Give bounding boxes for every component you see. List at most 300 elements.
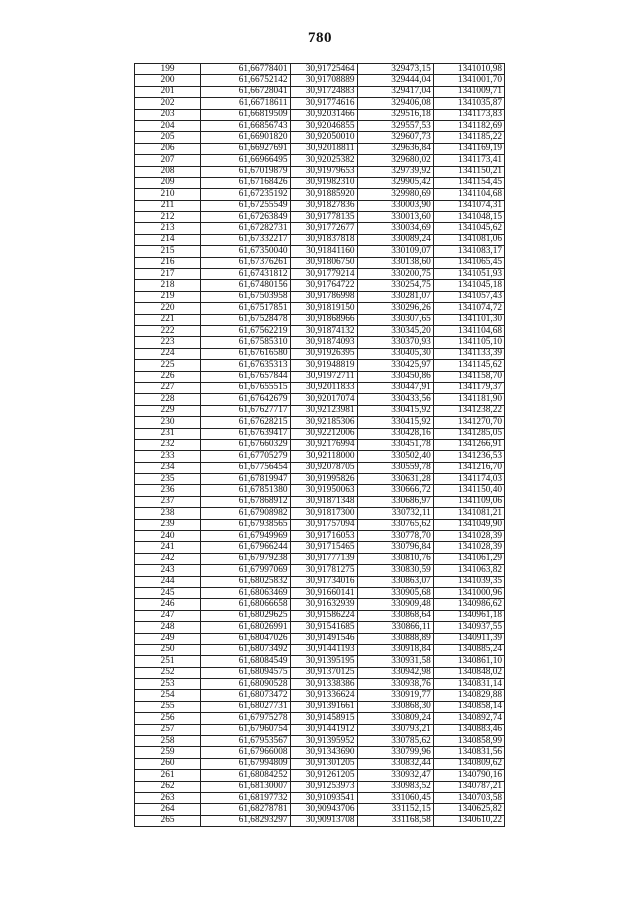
table-row	[135, 223, 505, 234]
coord-b-cell: 30,91778135	[290, 212, 357, 223]
table-row	[135, 257, 505, 268]
coord-a-cell: 61,67966008	[201, 747, 290, 758]
coordinates-table-body	[135, 64, 505, 827]
table-row	[135, 280, 505, 291]
coord-b-cell: 30,91827836	[290, 200, 357, 211]
coord-y-cell: 1341009,71	[433, 86, 504, 97]
coord-b-cell: 30,91871348	[290, 496, 357, 507]
table-row	[135, 325, 505, 336]
table-row	[135, 485, 505, 496]
coord-x-cell: 330732,11	[357, 508, 433, 519]
coord-x-cell: 330451,78	[357, 439, 433, 450]
coord-y-cell: 1341045,62	[433, 223, 504, 234]
coord-y-cell: 1341074,72	[433, 303, 504, 314]
point-number-cell: 231	[135, 428, 201, 439]
coord-y-cell: 1341057,43	[433, 291, 504, 302]
coord-x-cell: 330905,68	[357, 587, 433, 598]
point-number-cell: 259	[135, 747, 201, 758]
coord-b-cell: 30,92011833	[290, 382, 357, 393]
coord-b-cell: 30,91395195	[290, 656, 357, 667]
table-row	[135, 508, 505, 519]
coord-x-cell: 330931,58	[357, 656, 433, 667]
coord-y-cell: 1340703,58	[433, 793, 504, 804]
coord-x-cell: 330345,20	[357, 325, 433, 336]
point-number-cell: 234	[135, 462, 201, 473]
coord-x-cell: 330405,30	[357, 348, 433, 359]
table-row	[135, 793, 505, 804]
coord-a-cell: 61,67642679	[201, 394, 290, 405]
coord-x-cell: 330809,24	[357, 713, 433, 724]
coord-y-cell: 1341158,70	[433, 371, 504, 382]
point-number-cell: 214	[135, 234, 201, 245]
coord-b-cell: 30,91725464	[290, 64, 357, 75]
coord-y-cell: 1341001,70	[433, 75, 504, 86]
table-row	[135, 667, 505, 678]
coord-x-cell: 329739,92	[357, 166, 433, 177]
coord-b-cell: 30,91370125	[290, 667, 357, 678]
coord-a-cell: 61,67480156	[201, 280, 290, 291]
point-number-cell: 227	[135, 382, 201, 393]
coord-y-cell: 1341104,68	[433, 325, 504, 336]
coordinates-table	[134, 63, 505, 827]
coord-y-cell: 1341051,93	[433, 269, 504, 280]
coord-a-cell: 61,67705279	[201, 451, 290, 462]
coord-b-cell: 30,91874093	[290, 337, 357, 348]
coord-a-cell: 61,67997069	[201, 565, 290, 576]
coord-b-cell: 30,91781275	[290, 565, 357, 576]
coord-a-cell: 61,66901820	[201, 132, 290, 143]
coord-b-cell: 30,91774616	[290, 98, 357, 109]
coord-x-cell: 330686,97	[357, 496, 433, 507]
coord-a-cell: 61,67585310	[201, 337, 290, 348]
table-row	[135, 713, 505, 724]
table-row	[135, 462, 505, 473]
point-number-cell: 229	[135, 405, 201, 416]
coord-a-cell: 61,67960754	[201, 724, 290, 735]
coord-y-cell: 1341048,15	[433, 212, 504, 223]
table-row	[135, 132, 505, 143]
coord-b-cell: 30,91261205	[290, 770, 357, 781]
coord-x-cell: 331168,58	[357, 815, 433, 826]
coord-a-cell: 61,68025832	[201, 576, 290, 587]
coord-a-cell: 61,66856743	[201, 120, 290, 131]
coord-y-cell: 1341010,98	[433, 64, 504, 75]
coord-a-cell: 61,68130007	[201, 781, 290, 792]
table-row	[135, 189, 505, 200]
coord-a-cell: 61,67332217	[201, 234, 290, 245]
coord-b-cell: 30,92118000	[290, 451, 357, 462]
coord-x-cell: 329557,53	[357, 120, 433, 131]
coord-y-cell: 1341266,91	[433, 439, 504, 450]
coord-y-cell: 1341145,62	[433, 360, 504, 371]
point-number-cell: 208	[135, 166, 201, 177]
coord-x-cell: 330866,11	[357, 622, 433, 633]
coord-a-cell: 61,67966244	[201, 542, 290, 553]
coord-b-cell: 30,91708889	[290, 75, 357, 86]
point-number-cell: 242	[135, 553, 201, 564]
coord-x-cell: 329905,42	[357, 177, 433, 188]
coord-b-cell: 30,91779214	[290, 269, 357, 280]
coord-y-cell: 1341181,90	[433, 394, 504, 405]
coord-b-cell: 30,91817300	[290, 508, 357, 519]
point-number-cell: 211	[135, 200, 201, 211]
table-row	[135, 724, 505, 735]
table-row	[135, 337, 505, 348]
coord-a-cell: 61,67616580	[201, 348, 290, 359]
point-number-cell: 204	[135, 120, 201, 131]
coord-x-cell: 329516,18	[357, 109, 433, 120]
coord-a-cell: 61,67431812	[201, 269, 290, 280]
coord-y-cell: 1341039,35	[433, 576, 504, 587]
coord-a-cell: 61,67019879	[201, 166, 290, 177]
coord-a-cell: 61,68047026	[201, 633, 290, 644]
coord-y-cell: 1341169,19	[433, 143, 504, 154]
point-number-cell: 215	[135, 246, 201, 257]
coord-x-cell: 329406,08	[357, 98, 433, 109]
coord-x-cell: 330003,90	[357, 200, 433, 211]
coord-x-cell: 329607,73	[357, 132, 433, 143]
point-number-cell: 223	[135, 337, 201, 348]
coord-y-cell: 1340829,88	[433, 690, 504, 701]
point-number-cell: 199	[135, 64, 201, 75]
coord-x-cell: 329680,02	[357, 155, 433, 166]
coord-x-cell: 331152,15	[357, 804, 433, 815]
coord-b-cell: 30,91441912	[290, 724, 357, 735]
point-number-cell: 220	[135, 303, 201, 314]
coord-a-cell: 61,67949969	[201, 531, 290, 542]
coord-b-cell: 30,91841160	[290, 246, 357, 257]
point-number-cell: 238	[135, 508, 201, 519]
table-row	[135, 644, 505, 655]
table-row	[135, 633, 505, 644]
coord-a-cell: 61,67639417	[201, 428, 290, 439]
point-number-cell: 257	[135, 724, 201, 735]
coord-x-cell: 330447,91	[357, 382, 433, 393]
point-number-cell: 262	[135, 781, 201, 792]
coord-y-cell: 1341083,17	[433, 246, 504, 257]
coord-x-cell: 330296,26	[357, 303, 433, 314]
coord-a-cell: 61,67282731	[201, 223, 290, 234]
table-row	[135, 75, 505, 86]
table-row	[135, 451, 505, 462]
coord-y-cell: 1340787,21	[433, 781, 504, 792]
coord-b-cell: 30,91868966	[290, 314, 357, 325]
point-number-cell: 265	[135, 815, 201, 826]
coord-y-cell: 1341109,06	[433, 496, 504, 507]
table-row	[135, 417, 505, 428]
point-number-cell: 228	[135, 394, 201, 405]
table-row	[135, 109, 505, 120]
coord-a-cell: 61,68029625	[201, 610, 290, 621]
coord-a-cell: 61,67263849	[201, 212, 290, 223]
point-number-cell: 252	[135, 667, 201, 678]
point-number-cell: 236	[135, 485, 201, 496]
coord-y-cell: 1340885,24	[433, 644, 504, 655]
coord-b-cell: 30,91926395	[290, 348, 357, 359]
coord-a-cell: 61,67235192	[201, 189, 290, 200]
coord-y-cell: 1341065,45	[433, 257, 504, 268]
coord-b-cell: 30,92176994	[290, 439, 357, 450]
coord-y-cell: 1340831,14	[433, 679, 504, 690]
coord-x-cell: 330918,84	[357, 644, 433, 655]
table-row	[135, 565, 505, 576]
point-number-cell: 203	[135, 109, 201, 120]
point-number-cell: 221	[135, 314, 201, 325]
table-row	[135, 120, 505, 131]
point-number-cell: 258	[135, 736, 201, 747]
point-number-cell: 245	[135, 587, 201, 598]
coord-y-cell: 1341173,83	[433, 109, 504, 120]
coord-a-cell: 61,67628215	[201, 417, 290, 428]
coord-a-cell: 61,68066658	[201, 599, 290, 610]
table-row	[135, 428, 505, 439]
coord-b-cell: 30,91336624	[290, 690, 357, 701]
coord-a-cell: 61,68063469	[201, 587, 290, 598]
coord-a-cell: 61,67975278	[201, 713, 290, 724]
coord-x-cell: 330428,16	[357, 428, 433, 439]
coord-b-cell: 30,91819150	[290, 303, 357, 314]
table-row	[135, 177, 505, 188]
point-number-cell: 207	[135, 155, 201, 166]
point-number-cell: 254	[135, 690, 201, 701]
point-number-cell: 264	[135, 804, 201, 815]
coord-b-cell: 30,91874132	[290, 325, 357, 336]
coord-a-cell: 61,67255549	[201, 200, 290, 211]
point-number-cell: 213	[135, 223, 201, 234]
coord-b-cell: 30,91253973	[290, 781, 357, 792]
coord-b-cell: 30,92078705	[290, 462, 357, 473]
coord-b-cell: 30,91948819	[290, 360, 357, 371]
coord-y-cell: 1340809,62	[433, 758, 504, 769]
coord-x-cell: 330888,89	[357, 633, 433, 644]
table-row	[135, 371, 505, 382]
point-number-cell: 216	[135, 257, 201, 268]
coord-y-cell: 1341105,10	[433, 337, 504, 348]
table-row	[135, 98, 505, 109]
coord-y-cell: 1340831,56	[433, 747, 504, 758]
coord-b-cell: 30,91777139	[290, 553, 357, 564]
coord-x-cell: 330089,24	[357, 234, 433, 245]
coord-a-cell: 61,67660329	[201, 439, 290, 450]
coord-x-cell: 330983,52	[357, 781, 433, 792]
table-row	[135, 143, 505, 154]
coord-y-cell: 1340911,39	[433, 633, 504, 644]
coord-a-cell: 61,68073472	[201, 690, 290, 701]
coord-a-cell: 61,67627717	[201, 405, 290, 416]
coord-y-cell: 1340848,02	[433, 667, 504, 678]
coord-x-cell: 330810,76	[357, 553, 433, 564]
coord-b-cell: 30,91491546	[290, 633, 357, 644]
coord-x-cell: 330138,60	[357, 257, 433, 268]
coord-b-cell: 30,92025382	[290, 155, 357, 166]
point-number-cell: 209	[135, 177, 201, 188]
table-row	[135, 474, 505, 485]
coord-x-cell: 330254,75	[357, 280, 433, 291]
table-row	[135, 656, 505, 667]
coord-y-cell: 1341182,69	[433, 120, 504, 131]
coord-b-cell: 30,91786998	[290, 291, 357, 302]
coord-b-cell: 30,91764722	[290, 280, 357, 291]
coord-b-cell: 30,91734016	[290, 576, 357, 587]
coord-y-cell: 1340858,14	[433, 701, 504, 712]
table-row	[135, 804, 505, 815]
coord-y-cell: 1340961,18	[433, 610, 504, 621]
coord-x-cell: 329473,15	[357, 64, 433, 75]
coord-x-cell: 330785,62	[357, 736, 433, 747]
point-number-cell: 218	[135, 280, 201, 291]
coord-a-cell: 61,67908982	[201, 508, 290, 519]
coord-b-cell: 30,92185306	[290, 417, 357, 428]
coord-x-cell: 330868,64	[357, 610, 433, 621]
coord-a-cell: 61,67657844	[201, 371, 290, 382]
coord-a-cell: 61,68197732	[201, 793, 290, 804]
coord-a-cell: 61,67819947	[201, 474, 290, 485]
point-number-cell: 201	[135, 86, 201, 97]
coord-b-cell: 30,91541685	[290, 622, 357, 633]
coord-y-cell: 1341173,41	[433, 155, 504, 166]
point-number-cell: 210	[135, 189, 201, 200]
coord-x-cell: 330559,78	[357, 462, 433, 473]
coord-a-cell: 61,67953567	[201, 736, 290, 747]
coord-x-cell: 330863,07	[357, 576, 433, 587]
table-row	[135, 291, 505, 302]
point-number-cell: 206	[135, 143, 201, 154]
table-row	[135, 246, 505, 257]
coord-a-cell: 61,67562219	[201, 325, 290, 336]
coord-b-cell: 30,90913708	[290, 815, 357, 826]
coord-y-cell: 1341150,21	[433, 166, 504, 177]
coord-y-cell: 1341049,90	[433, 519, 504, 530]
point-number-cell: 232	[135, 439, 201, 450]
coord-x-cell: 330799,96	[357, 747, 433, 758]
coord-y-cell: 1340625,82	[433, 804, 504, 815]
table-row	[135, 166, 505, 177]
point-number-cell: 261	[135, 770, 201, 781]
coord-x-cell: 330281,07	[357, 291, 433, 302]
coord-y-cell: 1341185,22	[433, 132, 504, 143]
coord-x-cell: 330109,07	[357, 246, 433, 257]
coord-a-cell: 61,66718611	[201, 98, 290, 109]
coord-x-cell: 330909,48	[357, 599, 433, 610]
point-number-cell: 247	[135, 610, 201, 621]
coord-y-cell: 1341150,40	[433, 485, 504, 496]
table-row	[135, 382, 505, 393]
coord-y-cell: 1340790,16	[433, 770, 504, 781]
point-number-cell: 235	[135, 474, 201, 485]
coord-y-cell: 1340937,55	[433, 622, 504, 633]
coord-x-cell: 330425,97	[357, 360, 433, 371]
point-number-cell: 240	[135, 531, 201, 542]
point-number-cell: 237	[135, 496, 201, 507]
coord-x-cell: 330796,84	[357, 542, 433, 553]
coord-y-cell: 1341035,87	[433, 98, 504, 109]
table-row	[135, 690, 505, 701]
point-number-cell: 230	[135, 417, 201, 428]
coord-x-cell: 330433,56	[357, 394, 433, 405]
coord-b-cell: 30,91301205	[290, 758, 357, 769]
coord-y-cell: 1341133,39	[433, 348, 504, 359]
coord-x-cell: 330830,59	[357, 565, 433, 576]
coord-y-cell: 1341063,82	[433, 565, 504, 576]
point-number-cell: 244	[135, 576, 201, 587]
table-row	[135, 770, 505, 781]
coord-b-cell: 30,91586224	[290, 610, 357, 621]
coord-b-cell: 30,91391661	[290, 701, 357, 712]
coord-b-cell: 30,91757094	[290, 519, 357, 530]
table-row	[135, 599, 505, 610]
coord-a-cell: 61,68084549	[201, 656, 290, 667]
point-number-cell: 205	[135, 132, 201, 143]
table-row	[135, 496, 505, 507]
table-row	[135, 587, 505, 598]
coord-x-cell: 329417,04	[357, 86, 433, 97]
coord-b-cell: 30,92017074	[290, 394, 357, 405]
coord-b-cell: 30,91632939	[290, 599, 357, 610]
point-number-cell: 251	[135, 656, 201, 667]
coord-a-cell: 61,68278781	[201, 804, 290, 815]
coord-b-cell: 30,91772677	[290, 223, 357, 234]
coord-b-cell: 30,91660141	[290, 587, 357, 598]
coord-x-cell: 330919,77	[357, 690, 433, 701]
table-row	[135, 622, 505, 633]
coord-b-cell: 30,92050010	[290, 132, 357, 143]
coord-b-cell: 30,91441193	[290, 644, 357, 655]
coord-x-cell: 330938,76	[357, 679, 433, 690]
coord-y-cell: 1341238,22	[433, 405, 504, 416]
coord-a-cell: 61,68027731	[201, 701, 290, 712]
coord-a-cell: 61,67756454	[201, 462, 290, 473]
point-number-cell: 263	[135, 793, 201, 804]
coord-y-cell: 1341061,29	[433, 553, 504, 564]
coord-a-cell: 61,67868912	[201, 496, 290, 507]
table-row	[135, 405, 505, 416]
coord-b-cell: 30,91837818	[290, 234, 357, 245]
coord-b-cell: 30,92018811	[290, 143, 357, 154]
coord-y-cell: 1341179,37	[433, 382, 504, 393]
coord-b-cell: 30,92212006	[290, 428, 357, 439]
coord-x-cell: 329636,84	[357, 143, 433, 154]
coord-a-cell: 61,68090528	[201, 679, 290, 690]
coord-y-cell: 1340858,99	[433, 736, 504, 747]
table-row	[135, 212, 505, 223]
table-row	[135, 679, 505, 690]
point-number-cell: 217	[135, 269, 201, 280]
coord-b-cell: 30,91995826	[290, 474, 357, 485]
coord-b-cell: 30,91458915	[290, 713, 357, 724]
table-row	[135, 736, 505, 747]
coord-b-cell: 30,91982310	[290, 177, 357, 188]
coord-y-cell: 1341000,96	[433, 587, 504, 598]
coord-a-cell: 61,68026991	[201, 622, 290, 633]
coord-b-cell: 30,91979653	[290, 166, 357, 177]
coord-b-cell: 30,91338386	[290, 679, 357, 690]
point-number-cell: 260	[135, 758, 201, 769]
coord-a-cell: 61,67528478	[201, 314, 290, 325]
coord-x-cell: 330666,72	[357, 485, 433, 496]
coord-a-cell: 61,66752142	[201, 75, 290, 86]
coord-y-cell: 1340986,62	[433, 599, 504, 610]
point-number-cell: 246	[135, 599, 201, 610]
table-row	[135, 314, 505, 325]
table-row	[135, 269, 505, 280]
table-row	[135, 394, 505, 405]
coord-b-cell: 30,91716053	[290, 531, 357, 542]
coord-b-cell: 30,91972711	[290, 371, 357, 382]
table-row	[135, 815, 505, 826]
coord-b-cell: 30,91724883	[290, 86, 357, 97]
table-row	[135, 553, 505, 564]
table-row	[135, 576, 505, 587]
